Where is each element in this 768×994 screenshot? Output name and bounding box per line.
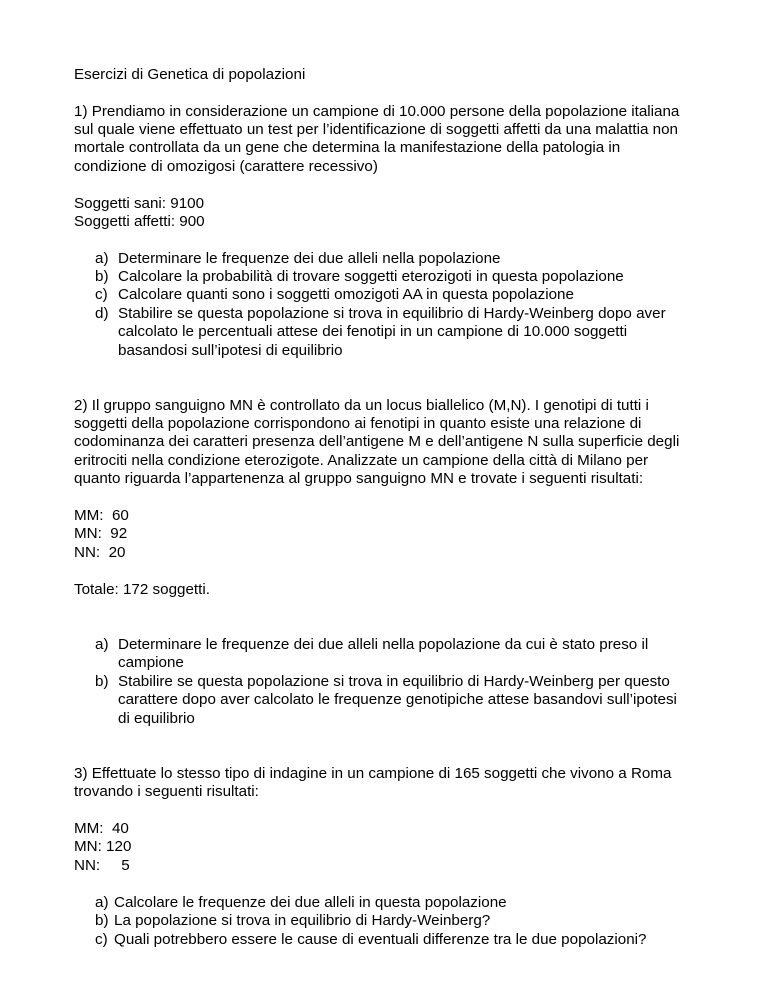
question-text-line: Calcolare quanti sono i soggetti omozigoti AA in questa popolazione bbox=[118, 286, 574, 303]
exercise-2-text-line: eritrociti nella condizione eterozigote. Analizzate un campione della città di Milano per bbox=[74, 452, 649, 469]
question-marker: c) bbox=[95, 931, 108, 948]
question-text-line: basandosi sull’ipotesi di equilibrio bbox=[118, 341, 343, 359]
exercise-1-text-line: sul quale viene effettuato un test per l’identificazione di soggetti affetti da una malattia non bbox=[74, 121, 678, 138]
question-marker: b) bbox=[95, 673, 109, 690]
exercise-1-text-line: mortale controllata da un gene che determina la manifestazione della patologia in bbox=[74, 139, 621, 156]
question-text-line: di equilibrio bbox=[118, 709, 195, 727]
question-text-line: Determinare le frequenze dei due alleli nella popolazione bbox=[118, 250, 501, 267]
question-text-line: campione bbox=[118, 654, 184, 672]
exercise-3-text-line: 3) Effettuate lo stesso tipo di indagine in un campione di 165 soggetti che vivono a Roma bbox=[74, 765, 672, 782]
question-marker: d) bbox=[95, 305, 109, 322]
question-text-line: Determinare le frequenze dei due alleli nella popolazione da cui è stato preso il bbox=[118, 636, 649, 653]
question-marker: b) bbox=[95, 912, 109, 929]
question-marker: c) bbox=[95, 286, 108, 303]
exercise-3-text-line: trovando i seguenti risultati: bbox=[74, 783, 259, 800]
question-marker: b) bbox=[95, 268, 109, 285]
question-text-line: Stabilire se questa popolazione si trova in equilibrio di Hardy-Weinberg per questo bbox=[118, 673, 670, 690]
document-title: Esercizi di Genetica di popolazioni bbox=[74, 66, 306, 83]
question-marker: a) bbox=[95, 250, 109, 267]
exercise-3-data-row: MN: 120 bbox=[74, 838, 132, 855]
question-text-line: calcolato le percentuali attese dei fenotipi in un campione di 10.000 soggetti bbox=[118, 323, 628, 341]
exercise-2-data-row: MM: 60 bbox=[74, 507, 129, 524]
question-text-line: La popolazione si trova in equilibrio di Hardy-Weinberg? bbox=[114, 912, 491, 929]
exercise-1-data-row: Soggetti affetti: 900 bbox=[74, 213, 205, 230]
exercise-2-text-line: quanto riguarda l’appartenenza al gruppo sanguigno MN e trovate i seguenti risultati: bbox=[74, 470, 644, 487]
question-marker: a) bbox=[95, 636, 109, 653]
question-text-line: Stabilire se questa popolazione si trova in equilibrio di Hardy-Weinberg dopo aver bbox=[118, 305, 666, 322]
exercise-3-data-row: NN: 5 bbox=[74, 857, 130, 874]
question-text-line: Quali potrebbero essere le cause di eventuali differenze tra le due popolazioni? bbox=[114, 931, 647, 948]
question-text-line: Calcolare la probabilità di trovare soggetti eterozigoti in questa popolazione bbox=[118, 268, 624, 285]
exercise-1-text-line: 1) Prendiamo in considerazione un campione di 10.000 persone della popolazione italiana bbox=[74, 103, 680, 120]
question-marker: a) bbox=[95, 894, 109, 911]
exercise-3-data-row: MM: 40 bbox=[74, 820, 129, 837]
question-text-line: Calcolare le frequenze dei due alleli in questa popolazione bbox=[114, 894, 507, 911]
exercise-2-data-row: NN: 20 bbox=[74, 544, 126, 561]
exercise-2-total: Totale: 172 soggetti. bbox=[74, 581, 210, 598]
exercise-1-data-row: Soggetti sani: 9100 bbox=[74, 195, 205, 212]
exercise-1-text-line: condizione di omozigosi (carattere recessivo) bbox=[74, 158, 378, 175]
exercise-2-data-row: MN: 92 bbox=[74, 525, 128, 542]
exercise-2-text-line: codominanza dei caratteri presenza dell’antigene M e dell’antigene N sulla superficie degli bbox=[74, 433, 680, 450]
exercise-2-text-line: 2) Il gruppo sanguigno MN è controllato da un locus biallelico (M,N). I genotipi di tutti i bbox=[74, 397, 649, 414]
exercise-2-text-line: soggetti della popolazione corrispondono ai fenotipi in quanto esiste una relazione di bbox=[74, 415, 642, 432]
question-text-line: carattere dopo aver calcolato le frequenze genotipiche attese basandovi sull’ipotesi bbox=[118, 691, 677, 709]
